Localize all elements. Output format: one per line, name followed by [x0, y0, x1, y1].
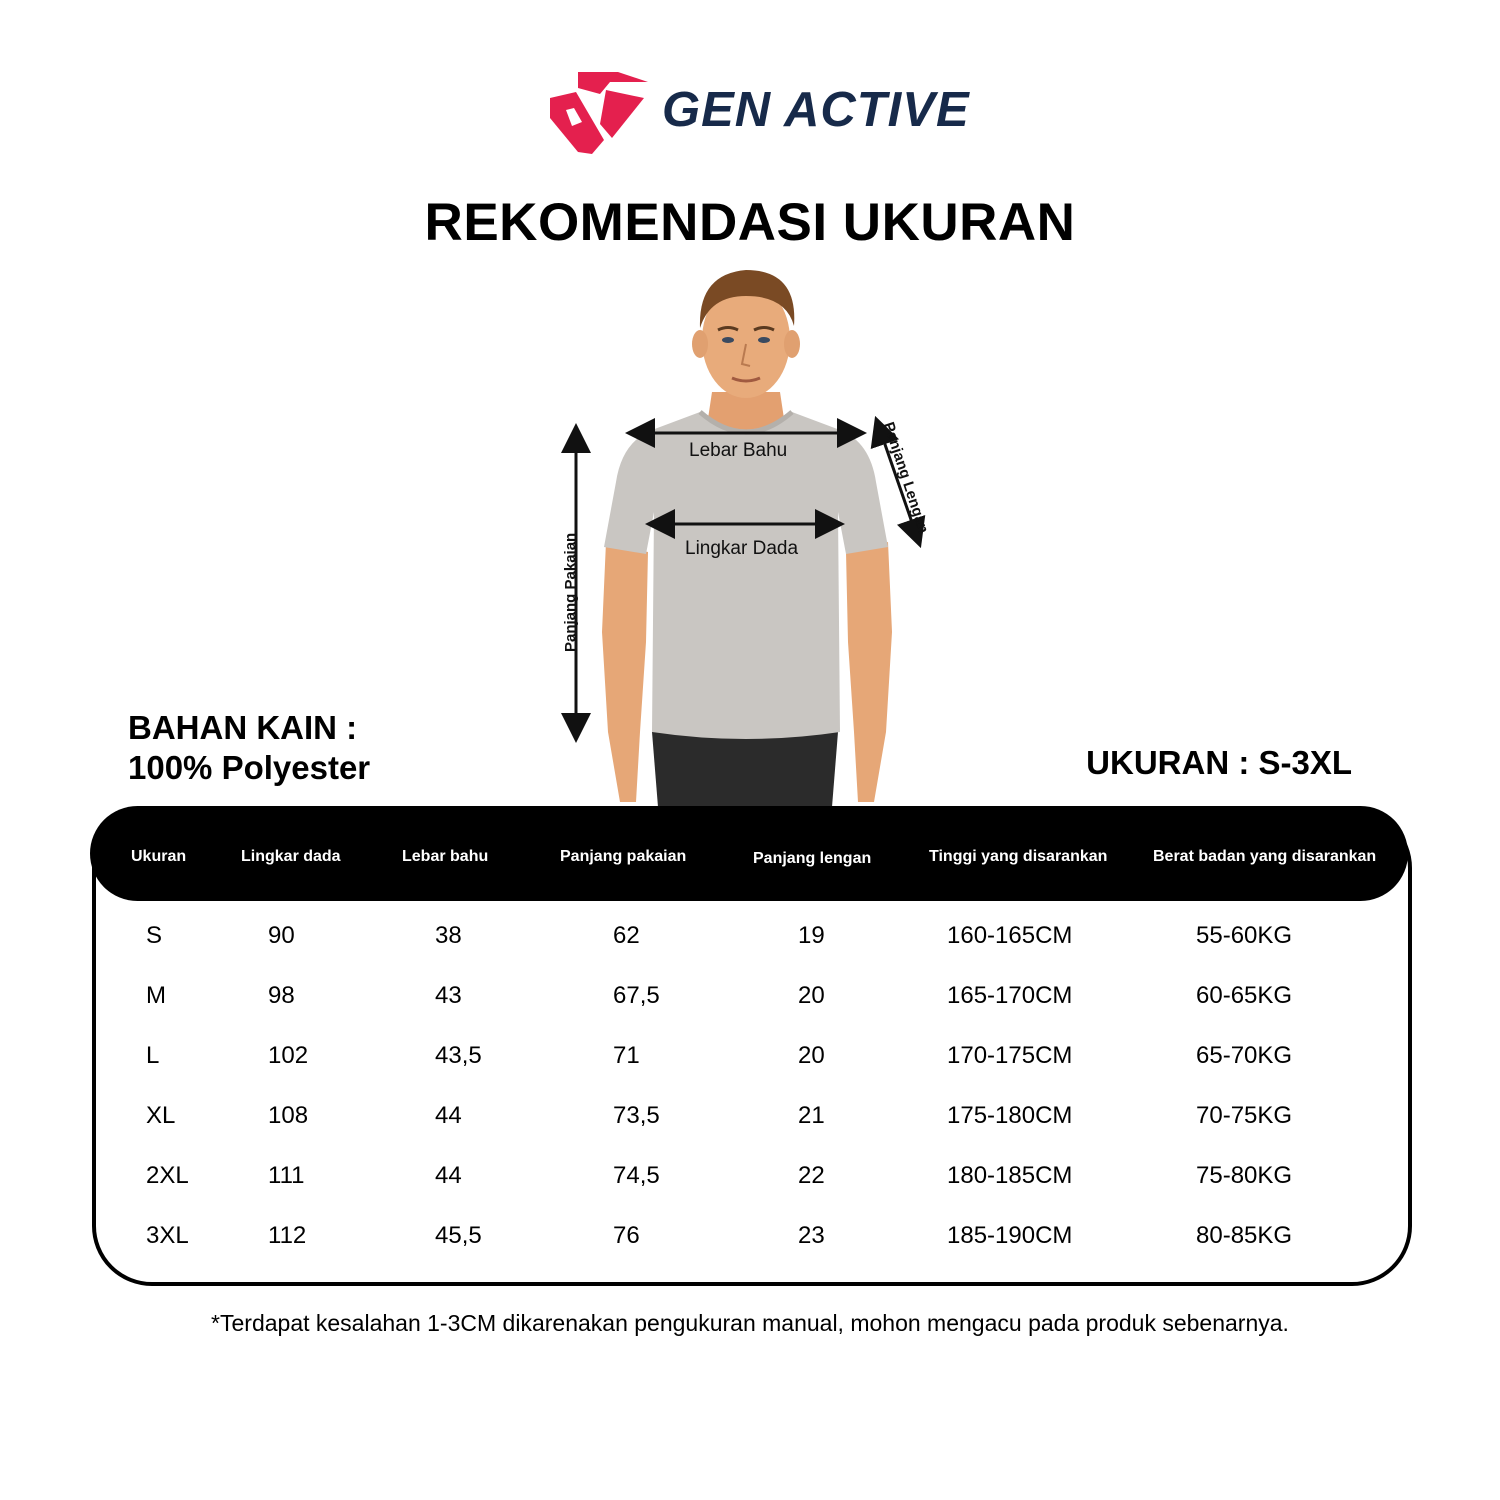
cell-size: 2XL	[146, 1162, 189, 1189]
fabric-label: BAHAN KAIN :	[128, 709, 358, 746]
brand	[548, 68, 968, 158]
cell-height: 170-175CM	[947, 1042, 1073, 1069]
cell-shoulder: 44	[435, 1162, 462, 1189]
header-chest: Lingkar dada	[241, 848, 341, 865]
model-figure	[540, 262, 960, 812]
cell-shoulder: 43,5	[435, 1042, 482, 1069]
garment-length-label: Panjang Pakaian	[562, 532, 579, 652]
cell-shoulder: 38	[435, 922, 462, 949]
table-row	[0, 982, 1500, 1022]
cell-weight: 55-60KG	[1196, 922, 1293, 949]
cell-sleeve: 20	[798, 1042, 825, 1069]
cell-size: XL	[146, 1102, 176, 1129]
cell-shoulder: 45,5	[435, 1222, 482, 1249]
cell-height: 175-180CM	[947, 1102, 1073, 1129]
cell-height: 165-170CM	[947, 982, 1073, 1009]
header-size: Ukuran	[131, 848, 187, 865]
cell-height: 160-165CM	[947, 922, 1073, 949]
cell-size: L	[146, 1042, 160, 1069]
table-row	[0, 922, 1500, 962]
cell-length: 67,5	[613, 982, 660, 1009]
table-row	[0, 1042, 1500, 1082]
cell-size: M	[146, 982, 166, 1009]
fabric-value: 100% Polyester	[128, 749, 371, 786]
cell-chest: 98	[268, 982, 295, 1009]
cell-sleeve: 22	[798, 1162, 825, 1189]
cell-weight: 80-85KG	[1196, 1222, 1293, 1249]
cell-size: 3XL	[146, 1222, 189, 1249]
table-row	[0, 1222, 1500, 1262]
cell-chest: 90	[268, 922, 295, 949]
fabric-info	[128, 708, 370, 788]
cell-weight: 75-80KG	[1196, 1162, 1293, 1189]
header-height: Tinggi yang disarankan	[929, 848, 1108, 865]
table-row	[0, 1102, 1500, 1142]
cell-shoulder: 44	[435, 1102, 462, 1129]
cell-length: 62	[613, 922, 640, 949]
header-length: Panjang pakaian	[560, 848, 687, 865]
brand-name: GEN ACTIVE	[662, 83, 970, 137]
sleeve-length-label: Panjang Lengan	[879, 420, 932, 536]
cell-length: 71	[613, 1042, 640, 1069]
cell-length: 73,5	[613, 1102, 660, 1129]
size-range: UKURAN : S-3XL	[1086, 744, 1352, 781]
table-row	[0, 1162, 1500, 1202]
cell-chest: 112	[268, 1222, 307, 1249]
cell-chest: 102	[268, 1042, 309, 1069]
cell-shoulder: 43	[435, 982, 462, 1009]
cell-height: 180-185CM	[947, 1162, 1073, 1189]
cell-length: 76	[613, 1222, 640, 1249]
cell-chest: 111	[268, 1162, 305, 1189]
header-weight: Berat badan yang disarankan	[1153, 848, 1377, 865]
gen-active-logo-icon	[548, 68, 658, 158]
cell-height: 185-190CM	[947, 1222, 1073, 1249]
chest-label: Lingkar Dada	[685, 538, 799, 559]
cell-weight: 60-65KG	[1196, 982, 1293, 1009]
page-title: REKOMENDASI UKURAN	[424, 193, 1076, 252]
cell-sleeve: 23	[798, 1222, 825, 1249]
header-shoulder: Lebar bahu	[402, 848, 489, 865]
cell-weight: 70-75KG	[1196, 1102, 1293, 1129]
header-sleeve: Panjang lengan	[753, 850, 872, 867]
disclaimer-note: *Terdapat kesalahan 1-3CM dikarenakan pengukuran manual, mohon mengacu pada produk sebenarnya.	[211, 1310, 1289, 1336]
cell-sleeve: 20	[798, 982, 825, 1009]
cell-sleeve: 21	[798, 1102, 825, 1129]
cell-size: S	[146, 922, 163, 949]
cell-weight: 65-70KG	[1196, 1042, 1293, 1069]
cell-sleeve: 19	[798, 922, 825, 949]
cell-length: 74,5	[613, 1162, 660, 1189]
shoulder-width-label: Lebar Bahu	[689, 440, 788, 461]
cell-chest: 108	[268, 1102, 309, 1129]
male-model-tshirt-icon	[540, 262, 960, 807]
